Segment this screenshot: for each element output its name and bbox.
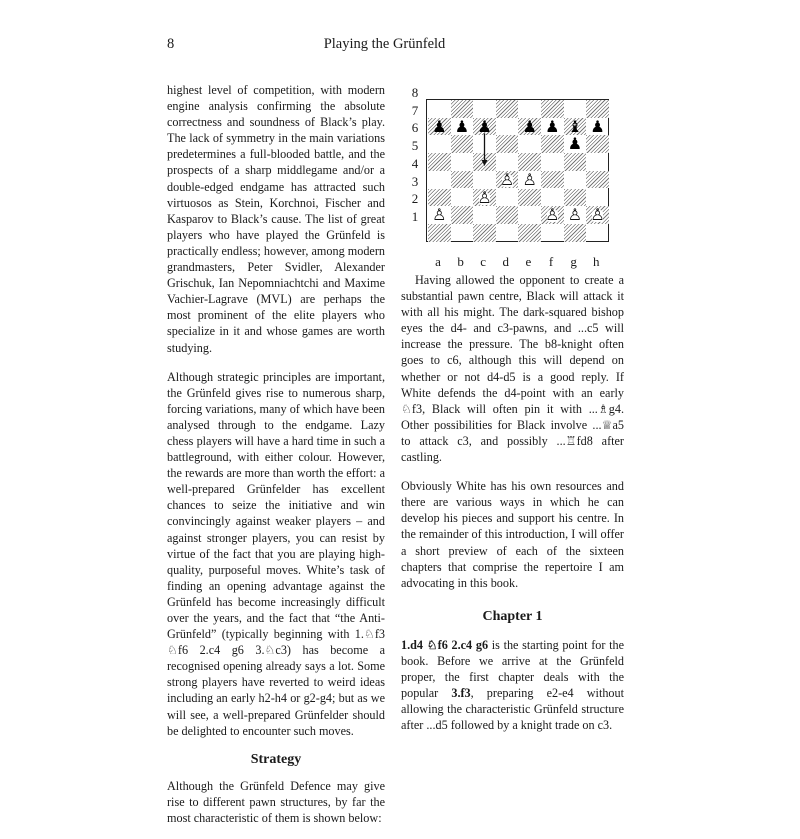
right-column xyxy=(401,272,624,746)
file-label-h: h xyxy=(592,254,600,269)
white-piece-c3: ♙ xyxy=(477,187,492,207)
file-label-d: d xyxy=(502,254,510,269)
white-piece-d4: ♙ xyxy=(499,169,515,189)
rank-label-8: 8 xyxy=(411,85,419,100)
black-piece-g6: ♟ xyxy=(567,134,583,154)
file-label-a: a xyxy=(435,254,441,269)
arrow-head xyxy=(482,160,488,166)
rank-label-6: 6 xyxy=(411,120,419,136)
rank-label-7: 7 xyxy=(411,102,419,118)
white-piece-a2: ♙ xyxy=(432,205,447,225)
rank-label-4: 4 xyxy=(411,155,419,171)
white-piece-g2: ♙ xyxy=(567,205,583,225)
file-label-g: g xyxy=(570,254,577,269)
black-piece-g7: ♝ xyxy=(567,116,583,136)
page-number: 8 xyxy=(167,36,175,52)
black-piece-a7: ♟ xyxy=(432,116,447,136)
paragraph-text-a: is the starting point for the book. Before we arrive at the Grünfeld proper, the first chapter deals with the popular xyxy=(401,637,624,701)
left-paragraph-2: Although strategic principles are important, the Grünfeld gives rise to numerous sharp, forcing variations, many of which have been analysed through to the endgame. Lazy chess players will have a hard time in such a battleground, with either colour. However, the rewards are more than worth the effort: a well-prepared Grünfelder has excellent chances to seize the initiative and win convincingly against weaker players – and against stronger players, you can resist by virtue of the fact that you are playing high-quality, purposeful moves. White’s task of finding an opening advantage against the Grünfeld has become increasingly difficult over the years, and the fact that “the Anti-Grünfeld” (typically beginning with 1.♘f3 ♘f6 2.c4 g6 3.♘c3) has become a recognised opening already says a lot. Some strong players have reverted to weird ideas including an early h2-h4 or g2-g4; but as we will see, a well-prepared Grünfelder should be delighted to encounter such moves. xyxy=(167,369,385,738)
black-piece-e7: ♟ xyxy=(522,116,537,136)
move-sequence: 1.d4 ♘f6 2.c4 g6 xyxy=(401,637,489,652)
right-paragraph-2: Obviously White has his own resources and there are various ways in which he can develop his pieces and support his centre. In the remainder of this introduction, I will offer a short preview of each of the sixteen chapters that comprise the repertoire I am advocating in this book. xyxy=(401,479,624,590)
white-piece-f2: ♙ xyxy=(545,205,560,225)
move-3f3: 3.f3 xyxy=(451,686,471,701)
move-arrow xyxy=(427,100,610,243)
left-paragraph-1: highest level of competition, with modern engine analysis confirming the absolute correctness and soundness of Black’s play. The lack of symmetry in the main variations predetermines a full-blooded battle, and the prospects of a sharp middlegame and/or a double-edged endgame has attracted such virtuosos as Stein, Korchnoi, Fischer and Kasparov to Black’s cause. The list of great players who have played the Grünfeld is practically endless; however, among modern grandmasters, Peter Svidler, Alexander Grischuk, Ian Nepomniachtchi and Maxime Vachier-Lagrave (MVL) are perhaps the most prominent of the elite players who specialize in it and whose games are worth studying. xyxy=(167,83,385,355)
white-piece-h2: ♙ xyxy=(590,205,605,225)
rank-label-5: 5 xyxy=(411,138,419,154)
rank-label-3: 3 xyxy=(411,173,419,189)
black-piece-c7: ♟ xyxy=(477,116,492,136)
running-title: Playing the Grünfeld xyxy=(323,36,446,52)
black-piece-b7: ♟ xyxy=(454,116,470,136)
section-heading-strategy: Strategy xyxy=(250,751,302,767)
left-column xyxy=(167,82,385,839)
rank-label-2: 2 xyxy=(411,191,419,207)
file-label-b: b xyxy=(457,254,464,269)
file-label-c: c xyxy=(480,254,487,269)
file-label-e: e xyxy=(525,254,532,269)
paragraph-text-b: , preparing e2-e4 without allowing the characteristic Grünfeld structure after ...d5 followed by a knight trade on c3. xyxy=(401,686,624,733)
black-piece-f7: ♟ xyxy=(545,116,560,136)
left-paragraph-3: Although the Grünfeld Defence may give rise to different pawn structures, by far the most characteristic of them is shown below: xyxy=(167,778,385,826)
file-label-f: f xyxy=(548,254,554,269)
section-heading-chapter-1: Chapter 1 xyxy=(482,608,543,624)
white-piece-e4: ♙ xyxy=(522,169,537,189)
right-paragraph-1: Having allowed the opponent to create a substantial pawn centre, Black will attack it with all his might. The dark-squared bishop eyes the d4- and c3-pawns, and ...c5 will increase the pressure. The b8-knight often goes to c6, although this will depend on whether or not d4-d5 is a good reply. If White defends the d4-point with an early ♘f3, Black will often pin it with ...♗g4. Other possibilities for Black involve ...♕a5 to attack c3, and possibly ...♖fd8 after castling. xyxy=(401,273,624,465)
chess-board xyxy=(426,99,609,242)
right-paragraph-3 xyxy=(401,637,624,734)
black-piece-h7: ♟ xyxy=(590,116,605,136)
rank-label-1: 1 xyxy=(411,208,419,224)
page-header xyxy=(167,36,602,56)
